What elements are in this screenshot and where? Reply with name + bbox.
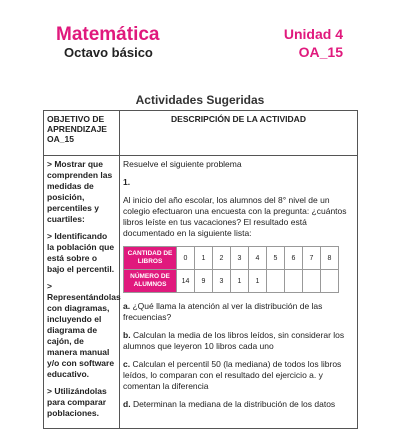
objective-item: > Mostrar que comprenden las medidas de posición, percentiles y cuartiles: — [47, 159, 113, 224]
books-value: 3 — [231, 247, 249, 270]
books-value: 7 — [303, 247, 321, 270]
question-c — [123, 359, 354, 392]
students-row-label: NÚMERO DE ALUMNOS — [124, 270, 177, 293]
table-body-row — [44, 156, 358, 429]
students-value: 1 — [249, 270, 267, 293]
table-header-row — [44, 111, 358, 156]
question-text: ¿Qué llama la atención al ver la distribución de las frecuencias? — [123, 301, 323, 322]
objective-item: > Representándolas con diagramas, incluyendo el diagrama de cajón, de manera manual y/o con software educativo. — [47, 281, 121, 379]
question-b — [123, 330, 354, 352]
objectives-cell — [44, 156, 120, 429]
question-label: a. — [123, 301, 131, 311]
question-label: d. — [123, 399, 131, 409]
question-label: c. — [123, 359, 131, 369]
activity-number: 1. — [123, 177, 131, 187]
books-value: 1 — [195, 247, 213, 270]
header-left — [56, 24, 160, 61]
students-value — [285, 270, 303, 293]
students-value: 1 — [231, 270, 249, 293]
activity-problem: Al inicio del año escolar, los alumnos del 8° nivel de un colegio efectuaron una encuesta con la pregunta: ¿cuántos libros leíste en tus vacaciones? El resultado está documentado en la siguiente lista: — [123, 195, 347, 238]
students-value: 3 — [213, 270, 231, 293]
books-value: 0 — [177, 247, 195, 270]
subject-title: Matemática — [56, 24, 160, 45]
unit-label: Unidad 4 — [283, 26, 343, 42]
students-value — [321, 270, 339, 293]
activities-table — [43, 110, 358, 429]
objective-item: > Identificando la población que está sobre o bajo el percentil. — [47, 231, 115, 274]
question-text: Determinan la mediana de la distribución de los datos — [132, 399, 336, 409]
students-value: 9 — [195, 270, 213, 293]
question-d — [123, 399, 354, 410]
question-label: b. — [123, 330, 131, 340]
question-text: Calculan la media de los libros leídos, sin considerar los alumnos que leyeron 10 libros cada uno — [123, 330, 345, 351]
frequency-table — [123, 246, 339, 293]
activity-cell — [120, 156, 358, 429]
description-column-header: DESCRIPCIÓN DE LA ACTIVIDAD — [120, 111, 358, 156]
students-value — [267, 270, 285, 293]
question-a — [123, 301, 354, 323]
question-text: Calculan el percentil 50 (la mediana) de todos los libros leídos, lo comparan con el resultado del ejercicio a. y comentan la diferencia — [123, 359, 342, 391]
grade-subtitle: Octavo básico — [64, 45, 153, 60]
books-value: 4 — [249, 247, 267, 270]
section-title: Actividades Sugeridas — [135, 93, 265, 107]
objective-item: > Utilizándolas para comparar poblaciones. — [47, 386, 107, 418]
books-value: 2 — [213, 247, 231, 270]
oa-label: OA_15 — [298, 44, 343, 60]
frequency-row-books — [124, 247, 339, 270]
objective-column-header: OBJETIVO DE APRENDIZAJE OA_15 — [44, 111, 120, 156]
header-right — [284, 25, 343, 61]
books-value: 5 — [267, 247, 285, 270]
books-value: 8 — [321, 247, 339, 270]
students-value: 14 — [177, 270, 195, 293]
students-value — [303, 270, 321, 293]
activity-intro: Resuelve el siguiente problema — [123, 159, 242, 169]
frequency-row-students — [124, 270, 339, 293]
books-row-label: CANTIDAD DE LIBROS — [124, 247, 177, 270]
books-value: 6 — [285, 247, 303, 270]
